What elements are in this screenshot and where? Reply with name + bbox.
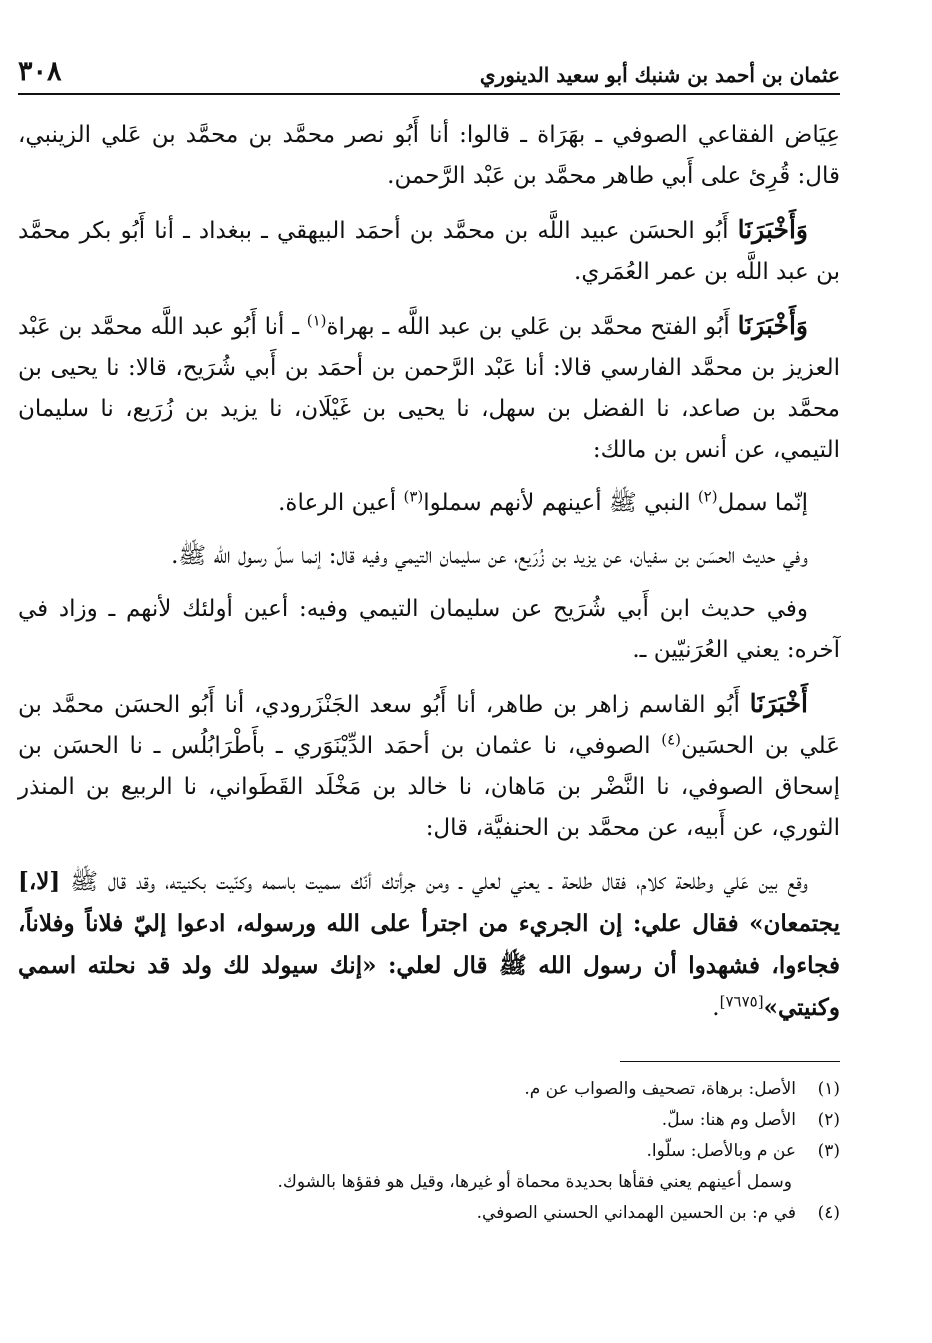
- footnote-marker: (٤): [661, 730, 681, 749]
- paragraph-text: النبي ﷺ أعينهم لأنهم سملوا: [423, 490, 698, 516]
- paragraph: [18, 483, 840, 524]
- bold-text: [لا،] يجتمعان» فقال علي: إن الجريء من اجترأ على الله ورسوله، ادعوا إليّ فلاناً وفلاناً، فجاءوا، فشهدوا أن رسول الله ﷺ قال لعلي: «إنك سيولد لك ولد قد نحلته اسمي وكنيتي»: [18, 868, 840, 1021]
- footnote-text: الأصل وم هنا: سلّ.: [661, 1110, 796, 1130]
- paragraph: [18, 536, 840, 577]
- main-text: [18, 115, 840, 1029]
- footnote-marker: (٢): [697, 487, 718, 506]
- footnote-text: في م: بن الحسين الهمداني الحسني الصوفي.: [476, 1203, 796, 1223]
- paragraph-text: أعين الرعاة.: [278, 490, 404, 516]
- hadith-reference: [٧٦٧٥]: [719, 992, 764, 1011]
- paragraph-text: وفي حديث ابن أَبي شُرَيح عن سليمان التيمي وفيه: أعين أولئك لأنهم ـ وزاد في آخره: يعني العُرَنيّين ـ.: [18, 596, 840, 663]
- paragraph-text: إنّما سمل: [717, 490, 808, 516]
- keyword-akhbarana: وَأَخْبَرَنَا: [737, 311, 808, 340]
- paragraph: [18, 861, 840, 1029]
- footnote: [18, 1198, 840, 1229]
- paragraph: [18, 589, 840, 671]
- paragraph-text: أَبُو الفتح محمَّد بن عَلي بن عبد اللَّه ـ بهراة: [326, 314, 738, 340]
- footnote-continuation: [18, 1167, 840, 1198]
- footnote-number: (٢): [817, 1110, 840, 1130]
- footnotes: [18, 1074, 840, 1229]
- paragraph-text: وقع بين عَلي وطلحة كلام، فقال طلحة ـ يعني لعلي ـ ومن جرأتك أنّك سميت باسمه وكنّيت بكنيته، وقد قال ﷺ: [60, 869, 808, 895]
- paragraph-text: الصوفي، نا عثمان بن أحمَد الدِّيْنَوَري ـ بأَطْرَابُلُس ـ نا الحسَن بن إسحاق الصوفي، نا النَّضْر بن مَاهان، نا خالد بن مَخْلَد القَطَواني، نا الربيع بن المنذر الثوري، عن أَبيه، عن محمَّد بن الحنفيَّة، قال:: [18, 733, 840, 841]
- page-header: [18, 56, 840, 95]
- footnote-number: (٣): [817, 1141, 840, 1161]
- paragraph: [18, 305, 840, 471]
- paragraph-text: ـ أنا أَبُو عبد اللَّه محمَّد بن عَبْد العزيز بن محمَّد الفارسي قالا: أنا عَبْد الرَّحمن بن أحمَد بن أَبي شُرَيح، قالا: نا يحيى بن محمَّد بن صاعد، نا الفضل بن سهل، نا يحيى بن غَيْلَان، نا يزيد بن زُرَيع، نا سليمان التيمي، عن أنس بن مالك:: [18, 314, 840, 463]
- footnote-marker: (٣): [403, 487, 424, 506]
- footnote: [18, 1074, 840, 1105]
- footnote-marker: (١): [306, 311, 327, 330]
- keyword-akhbarana: أَخْبَرَنَا: [749, 689, 808, 718]
- paragraph-text: .: [712, 995, 720, 1021]
- running-title: عثمان بن أحمد بن شنبك أبو سعيد الدينوري: [479, 63, 840, 87]
- footnote-number: (١): [817, 1079, 840, 1099]
- page-number: ٣٠٨: [18, 56, 62, 87]
- footnote-divider: [620, 1061, 840, 1062]
- paragraph-text: أَبُو الحسَن عبيد اللَّه بن محمَّد بن أحمَد البيهقي ـ ببغداد ـ أنا أَبُو بكر محمَّد بن عبد اللَّه بن عمر العُمَري.: [18, 218, 840, 285]
- paragraph-text: عِيَاض الفقاعي الصوفي ـ بهَرَاة ـ قالوا: أنا أَبُو نصر محمَّد بن محمَّد بن عَلي الزينبي، قال: قُرِئ على أَبي طاهر محمَّد بن عَبْد الرَّحمن.: [18, 122, 840, 189]
- paragraph: [18, 115, 840, 197]
- keyword-akhbarana: وَأَخْبَرَنَا: [737, 215, 808, 244]
- paragraph: [18, 683, 840, 849]
- paragraph-text: وفي حديث الحسَن بن سفيان، عن يزيد بن زُرَيع، عن سليمان التيمي وفيه قال: إنما سلّ رسول الله ﷺ.: [171, 543, 808, 569]
- footnote-text: الأصل: برهاة، تصحيف والصواب عن م.: [524, 1079, 796, 1099]
- paragraph: [18, 209, 840, 293]
- footnote: [18, 1105, 840, 1136]
- footnote: [18, 1136, 840, 1167]
- footnote-number: (٤): [817, 1203, 840, 1223]
- footnote-text: عن م وبالأصل: سلّوا.: [646, 1141, 796, 1161]
- paragraph-text: أَبُو القاسم زاهر بن طاهر، أنا أَبُو سعد الجَنْزَرودي، أنا أَبُو الحسَن محمَّد بن عَلي بن الحسَين: [18, 692, 840, 759]
- footnote-text: وسمل أعينهم يعني فقأها بحديدة محماة أو غيرها، وقيل هو فقؤها بالشوك.: [277, 1172, 792, 1192]
